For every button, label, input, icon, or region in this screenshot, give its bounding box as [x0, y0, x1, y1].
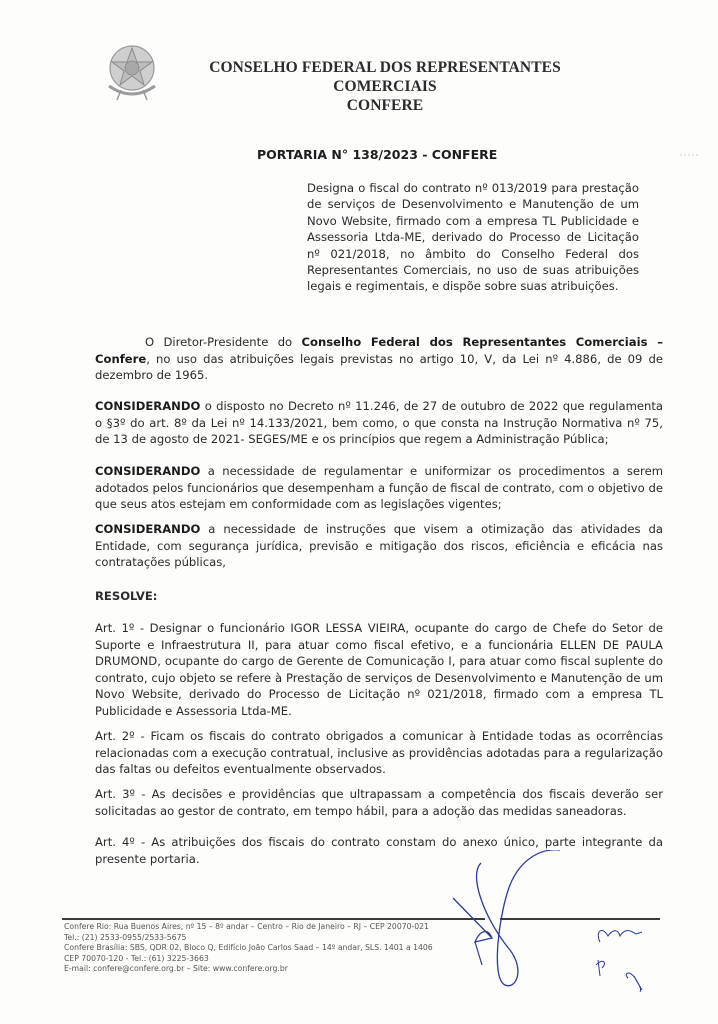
considerando-paragraph [95, 463, 663, 513]
letterhead-title [160, 58, 610, 115]
signature-icon [430, 850, 718, 1024]
intro-post: , no uso das atribuições legais previstas no artigo 10, V, da Lei nº 4.886, de 09 de dezembro de 1965. [95, 351, 663, 382]
considerando-label: CONSIDERANDO [95, 399, 201, 413]
footer-address [64, 922, 433, 975]
intro-bold: Conselho Federal dos Representantes Comerciais – Confere [95, 335, 663, 366]
intro-paragraph [95, 334, 663, 384]
article-2: Art. 2º - Ficam os fiscais do contrato obrigados a comunicar à Entidade todas as ocorrências relacionadas com a execução contratual, inclusive as providências adotadas para a regularização das faltas ou defeitos eventualmente observados. [95, 729, 663, 776]
footer-line: E-mail: confere@confere.org.br – Site: www.confere.org.br [64, 964, 288, 974]
org-name: CONSELHO FEDERAL DOS REPRESENTANTES COMERCIAIS [209, 59, 561, 95]
footer-line: Confere Brasília: SBS, QDR 02, Bloco Q, Edifício João Carlos Saad – 14º andar, SLS. 1401 a 1406 [64, 943, 433, 953]
considerando-label: CONSIDERANDO [95, 464, 201, 478]
document-title: PORTARIA N° 138/2023 - CONFERE [257, 147, 498, 162]
article-3: Art. 3º - As decisões e providências que ultrapassam a competência dos fiscais deverão ser solicitadas ao gestor de contrato, em tempo hábil, para a adoção das medidas saneadoras. [95, 787, 663, 818]
considerando-text: o disposto no Decreto nº 11.246, de 27 de outubro de 2022 que regulamenta o §3º do art. 8º da Lei nº 14.133/2021, bem como, o que consta na Instrução Normativa nº 75, de 13 de agosto de 2021- SEGES/ME e os princípios que regem a Administração Pública; [95, 399, 663, 446]
footer-divider [500, 918, 660, 920]
considerando-text: a necessidade de instruções que visem a otimização das atividades da Entidade, com segurança jurídica, previsão e mitigação dos riscos, eficiência e eficácia nas contratações públicas, [95, 522, 663, 569]
footer-line: Tel.: (21) 2533-0955/2533-5675 [64, 932, 187, 942]
org-acronym: CONFERE [346, 97, 424, 114]
considerando-label: CONSIDERANDO [95, 522, 201, 536]
article-4: Art. 4º - As atribuições dos fiscais do contrato constam do anexo único, parte integrante da presente portaria. [95, 835, 663, 866]
considerando-text: a necessidade de regulamentar e uniformizar os procedimentos a serem adotados pelos funcionários que desempenham a função de fiscal de contrato, com o objetivo de que seus atos estejam em conformidade com as legislações vigentes; [95, 464, 663, 511]
scan-mark-icon [680, 153, 698, 157]
footer-line: Confere Rio: Rua Buenos Aires, nº 15 – 8º andar – Centro – Rio de Janeiro – RJ – CEP 20070-021 [64, 922, 429, 931]
ementa: Designa o fiscal do contrato nº 013/2019 para prestação de serviços de Desenvolvimento e Manutenção de um Novo Website, firmado com a empresa TL Publicidade e Assessoria Ltda-ME, derivado do Processo de Licitação nº 021/2018, no âmbito do Conselho Federal dos Representantes Comerciais, no uso de suas atribuições legais e regimentais, e dispõe sobre suas atribuições. [307, 181, 639, 294]
footer-divider [62, 918, 485, 920]
coat-of-arms-icon [103, 40, 161, 102]
resolve-heading: RESOLVE: [95, 589, 158, 603]
considerando-paragraph [95, 521, 663, 571]
intro-pre: O Diretor-Presidente do [145, 335, 302, 349]
considerando-paragraph [95, 398, 663, 448]
article-1: Art. 1º - Designar o funcionário IGOR LESSA VIEIRA, ocupante do cargo de Chefe do Setor de Suporte e Infraestrutura II, para atuar como fiscal efetivo, e a funcionária ELLEN DE PAULA DRUMOND, ocupante do cargo de Gerente de Comunicação I, para atuar como fiscal suplente do contrato, cujo objeto se refere à Prestação de serviços de Desenvolvimento e Manutenção de um Novo Website, derivado do Processo de Licitação nº 021/2018, firmado com a empresa TL Publicidade e Assessoria Ltda-ME. [95, 621, 663, 718]
footer-line: CEP 70070-120 - Tel.: (61) 3225-3663 [64, 953, 209, 963]
